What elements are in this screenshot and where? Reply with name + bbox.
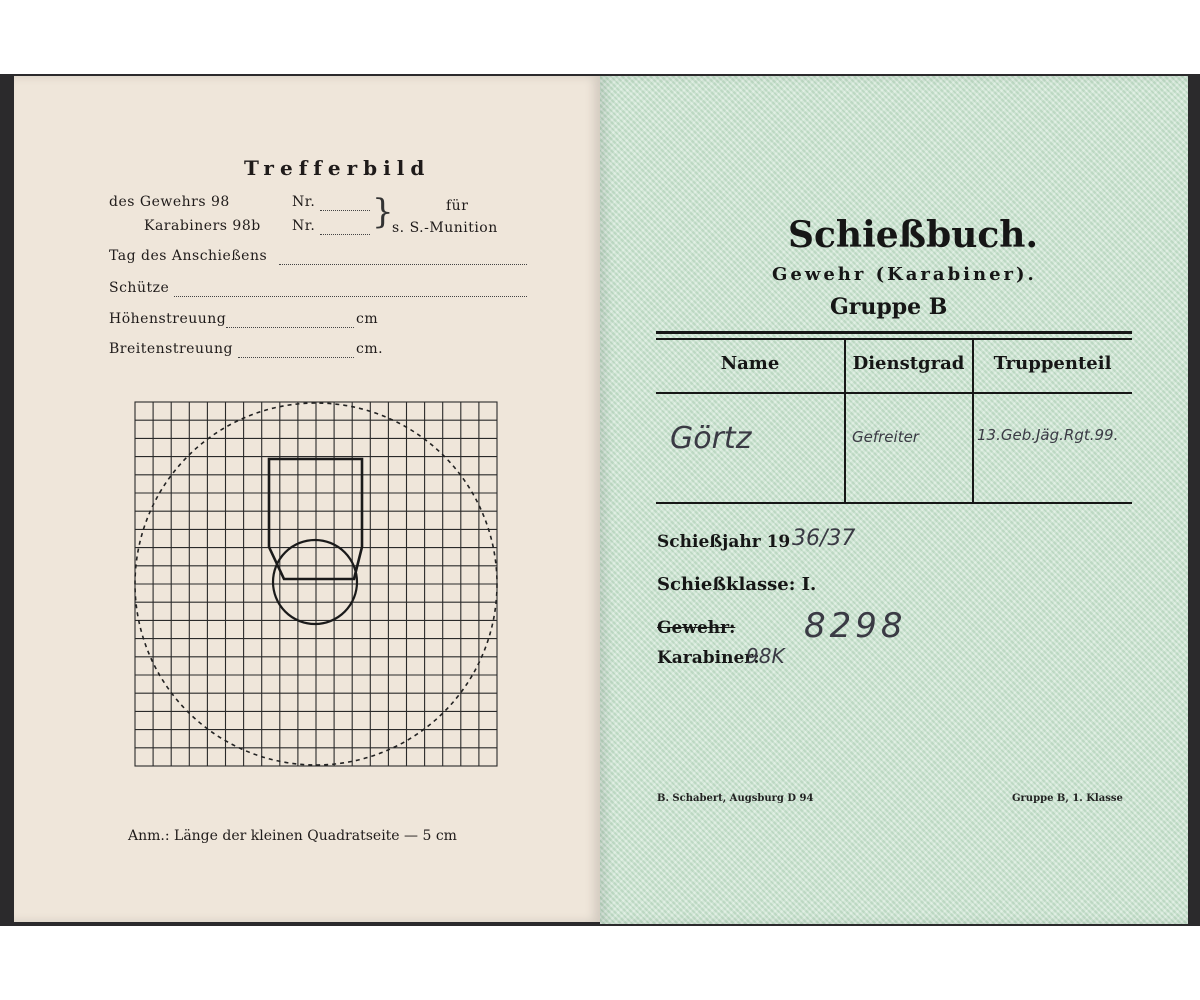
- fuer-label: für: [446, 198, 469, 214]
- nr-label-1: Nr.: [292, 194, 316, 210]
- handwritten-dienstgrad: Gefreiter: [852, 428, 919, 446]
- group-label: Gruppe B: [830, 294, 948, 320]
- column-header-truppenteil: Truppenteil: [993, 353, 1112, 374]
- schuetze-field: [174, 296, 527, 297]
- hoehen-field: [226, 327, 354, 328]
- printer-imprint: B. Schabert, Augsburg D 94: [657, 793, 814, 804]
- gewehr-label: des Gewehrs 98: [109, 194, 230, 210]
- table-header-divider: [656, 392, 1132, 394]
- handwritten-name: Görtz: [670, 421, 752, 456]
- karabiner-label: Karabiners 98b: [144, 218, 261, 234]
- hoehen-unit: cm: [356, 311, 379, 327]
- karabiner-label: Karabiner:: [657, 648, 760, 668]
- nr-field-2: [320, 234, 370, 235]
- column-header-name: Name: [720, 353, 780, 374]
- left-page: [14, 76, 600, 922]
- right-page: [600, 76, 1188, 924]
- column-header-dienstgrad: Dienstgrad: [852, 353, 965, 374]
- breiten-label: Breitenstreuung: [109, 341, 233, 357]
- table-top-border: [656, 331, 1132, 334]
- annotation-note: Anm.: Länge der kleinen Quadratseite — 5 cm: [128, 828, 457, 844]
- munition-label: s. S.-Munition: [392, 220, 498, 236]
- schiessjahr-value: 36/37: [792, 526, 856, 551]
- hit-circle: [273, 540, 357, 624]
- table-top-border-inner: [656, 338, 1132, 340]
- form-class-imprint: Gruppe B, 1. Klasse: [1012, 793, 1123, 804]
- page-title-trefferbild: Trefferbild: [244, 156, 431, 180]
- tag-field: [279, 264, 527, 265]
- nr-field-1: [320, 210, 370, 211]
- grid-lines: [135, 402, 497, 766]
- brace-symbol: }: [372, 192, 394, 232]
- karabiner-number: 8298: [804, 606, 907, 646]
- breiten-field: [238, 357, 354, 358]
- table-bottom-border: [656, 502, 1132, 504]
- schiessklasse-label: Schießklasse: I.: [657, 574, 817, 595]
- target-grid-drawing: [134, 401, 498, 767]
- target-grid: [134, 401, 498, 767]
- schuetze-label: Schütze: [109, 280, 170, 296]
- karabiner-type: 98K: [746, 644, 785, 668]
- page-title-schiessbuch: Schießbuch.: [788, 214, 1038, 256]
- nr-label-2: Nr.: [292, 218, 316, 234]
- gewehr-struck-label: Gewehr:: [657, 618, 736, 638]
- subtitle: Gewehr (Karabiner).: [772, 264, 1037, 285]
- hoehen-label: Höhenstreuung: [109, 311, 227, 327]
- schiessjahr-label: Schießjahr 19: [657, 532, 791, 552]
- handwritten-truppenteil: 13.Geb.Jäg.Rgt.99.: [977, 426, 1119, 444]
- breiten-unit: cm.: [356, 341, 384, 357]
- tag-label: Tag des Anschießens: [109, 248, 268, 264]
